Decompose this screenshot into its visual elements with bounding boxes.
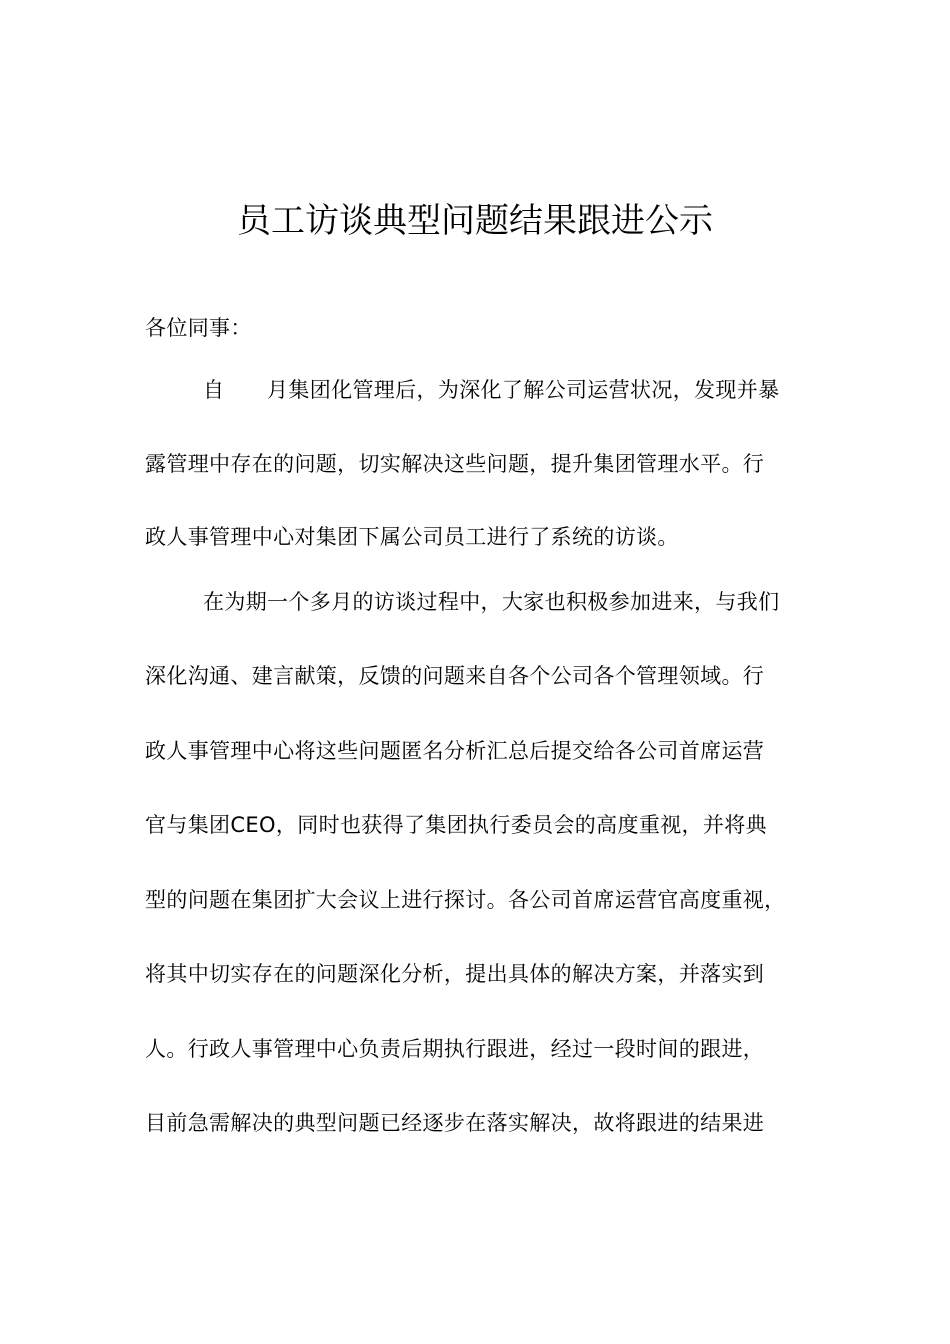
paragraph2-line-6: 将其中切实存在的问题深化分析，提出具体的解决方案，并落实到 — [145, 962, 765, 986]
paragraph2-line-3: 政人事管理中心将这些问题匿名分析汇总后提交给各公司首席运营 — [145, 739, 765, 763]
paragraph1-line-1: 自 月集团化管理后，为深化了解公司运营状况，发现并暴 — [203, 378, 780, 402]
paragraph1-line-3: 政人事管理中心对集团下属公司员工进行了系统的访谈。 — [145, 525, 679, 549]
paragraph1-line-2: 露管理中存在的问题，切实解决这些问题，提升集团管理水平。行 — [145, 452, 765, 476]
document-title: 员工访谈典型问题结果跟进公示 — [237, 201, 713, 241]
paragraph2-line-7: 人。行政人事管理中心负责后期执行跟进，经过一段时间的跟进， — [145, 1037, 765, 1061]
paragraph2-line-5: 型的问题在集团扩大会议上进行探讨。各公司首席运营官高度重视， — [145, 888, 786, 912]
paragraph2-line-8: 目前急需解决的典型问题已经逐步在落实解决，故将跟进的结果进 — [145, 1111, 765, 1135]
paragraph2-line-4: 官与集团CEO，同时也获得了集团执行委员会的高度重视，并将典 — [145, 813, 767, 837]
greeting: 各位同事： — [145, 316, 252, 340]
paragraph2-line-1: 在为期一个多月的访谈过程中，大家也积极参加进来，与我们 — [203, 590, 780, 614]
paragraph2-line-2: 深化沟通、建言献策，反馈的问题来自各个公司各个管理领域。行 — [145, 664, 765, 688]
